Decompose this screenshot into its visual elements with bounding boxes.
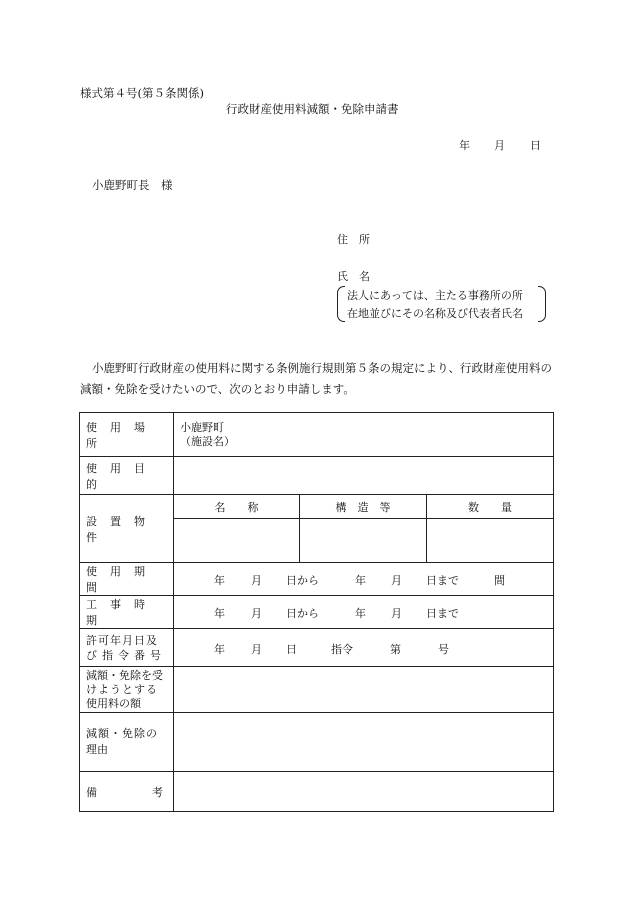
objects-name-cell[interactable] [174, 519, 300, 563]
permit-day: 日 [286, 642, 297, 656]
application-statement: 小鹿野町行政財産の使用料に関する条例施行規則第５条の規定により、行政財産使用料の減額・免除を受けたいので、次のとおり申請します。 [80, 361, 552, 396]
permit-month: 月 [251, 642, 262, 656]
amount-value-cell[interactable] [174, 667, 554, 713]
label-purpose: 使用目的 [80, 457, 174, 495]
label-reason: 減額・免除の 理由 [80, 713, 174, 772]
corporate-note [337, 286, 546, 322]
period-year2: 年 [355, 574, 366, 587]
purpose-value-cell[interactable] [174, 457, 554, 495]
construction-month2: 月 [391, 607, 402, 620]
application-table [79, 412, 554, 812]
remarks-value-cell[interactable] [174, 772, 554, 812]
date-year: 年 [459, 139, 470, 152]
label-place: 使用場所 [80, 413, 174, 457]
permit-number: 号 [438, 642, 449, 656]
right-bracket [538, 286, 546, 322]
construction-year1: 年 [214, 607, 225, 620]
construction-day2: 日まで [426, 607, 459, 620]
label-construction: 工事時期 [80, 596, 174, 629]
address-label: 住 所 [337, 233, 370, 246]
label-permit: 許可年月日及 び指令番号 [80, 629, 174, 667]
construction-year2: 年 [355, 607, 366, 620]
label-objects: 設置物件 [80, 495, 174, 563]
permit-year: 年 [214, 642, 225, 656]
period-month1: 月 [251, 574, 262, 587]
objects-header-structure: 構 造 等 [300, 495, 427, 519]
objects-quantity-cell[interactable] [427, 519, 554, 563]
permit-value-cell[interactable] [174, 629, 554, 667]
place-facility: （施設名） [180, 435, 235, 448]
construction-month1: 月 [251, 607, 262, 620]
date-day: 日 [530, 139, 541, 152]
addressee: 小鹿野町長 様 [92, 178, 173, 192]
objects-header-quantity: 数 量 [427, 495, 554, 519]
period-day2: 日まで [426, 574, 459, 587]
form-number: 様式第４号(第５条関係) [80, 86, 204, 100]
period-day1: 日から [286, 574, 319, 587]
place-town: 小鹿野町 [180, 421, 224, 434]
name-label: 氏 名 [337, 270, 370, 283]
left-bracket [337, 286, 345, 322]
period-year1: 年 [214, 574, 225, 587]
label-period: 使用期間 [80, 563, 174, 596]
place-value-cell[interactable] [174, 413, 554, 457]
objects-structure-cell[interactable] [300, 519, 427, 563]
permit-no: 第 [390, 642, 401, 656]
corporate-note-line1: 法人にあっては、主たる事務所の所 [347, 289, 523, 302]
label-amount: 減額・免除を受 けようとする 使用料の額 [80, 667, 174, 713]
construction-day1: 日から [286, 607, 319, 620]
objects-header-name: 名 称 [174, 495, 300, 519]
period-value-cell[interactable] [174, 563, 554, 596]
period-days: 間 [494, 574, 505, 587]
corporate-note-line2: 在地並びにその名称及び代表者氏名 [347, 307, 523, 320]
label-remarks: 備 考 [80, 772, 174, 812]
document-title: 行政財産使用料減額・免除申請書 [226, 102, 399, 116]
date-month: 月 [494, 139, 505, 152]
permit-directive: 指令 [331, 642, 353, 656]
period-month2: 月 [391, 574, 402, 587]
construction-value-cell[interactable] [174, 596, 554, 629]
reason-value-cell[interactable] [174, 713, 554, 772]
